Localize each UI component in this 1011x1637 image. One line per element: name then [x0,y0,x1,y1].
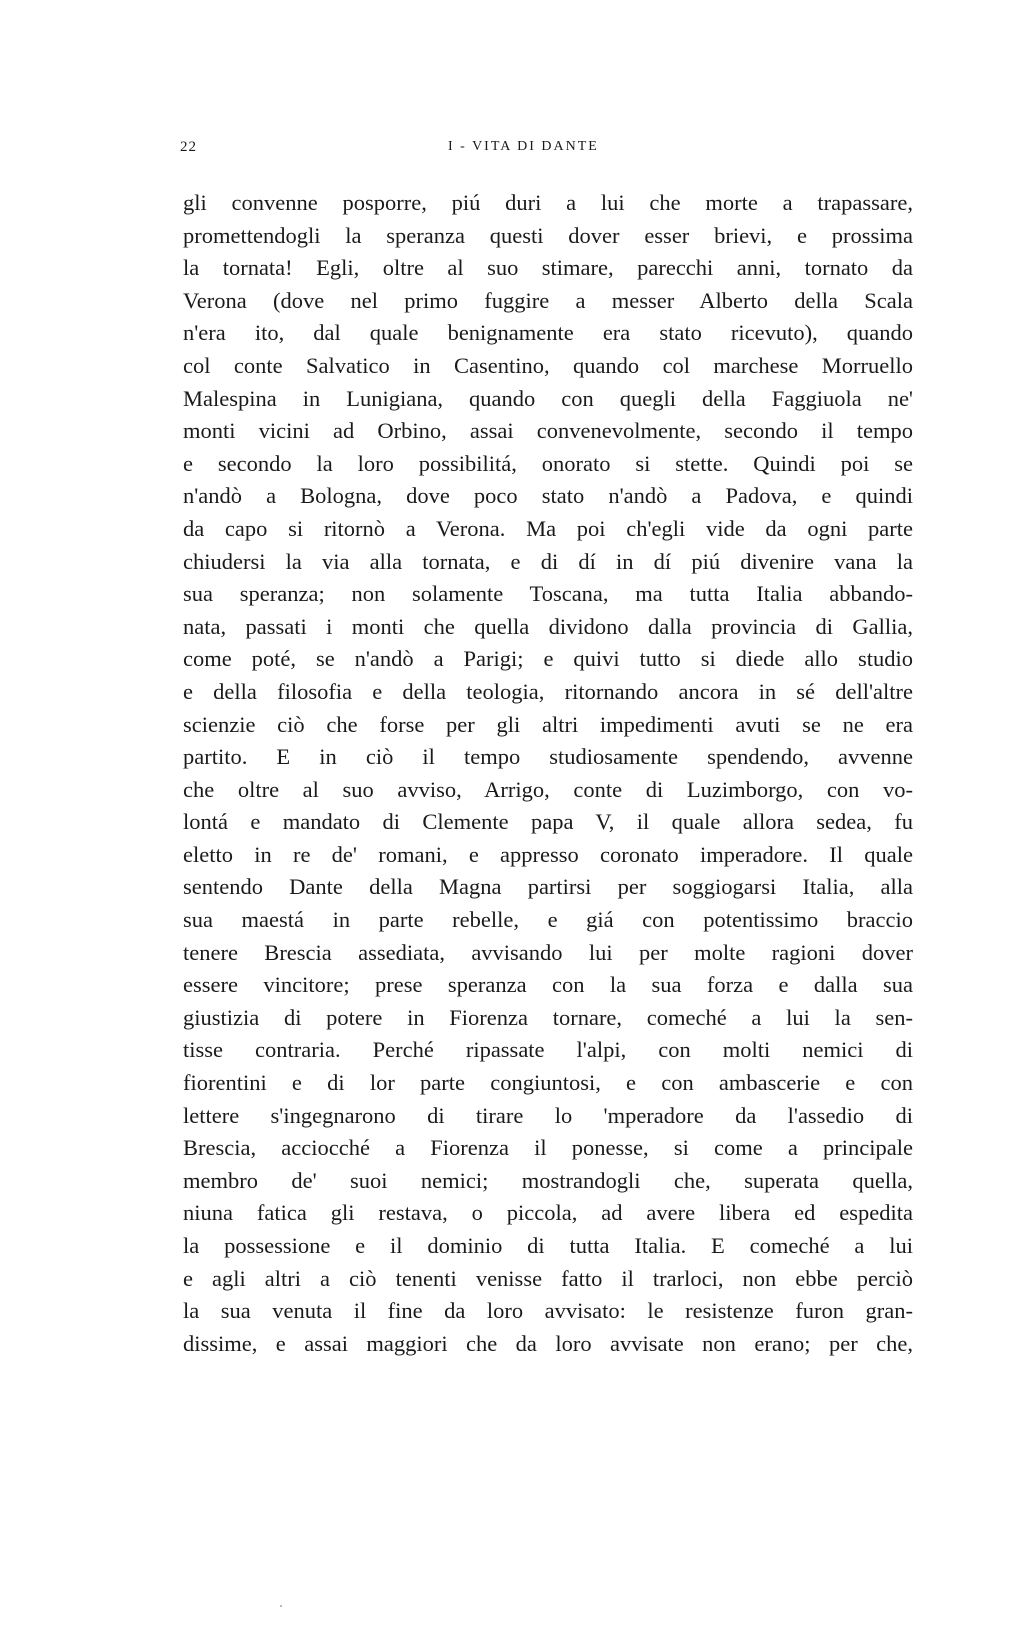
text-line: gli convenne posporre, piú duri a lui che morte a trapassare, [183,190,913,215]
text-line: membro de' suoi nemici; mostrandogli che, superata quella, [183,1167,913,1193]
text-line: n'era ito, dal quale benignamente era stato ricevuto), quando [183,320,913,346]
text-line: chiudersi la via alla tornata, e di dí in dí piú divenire vana la [183,548,913,574]
text-line: e secondo la loro possibilitá, onorato si stette. Quindi poi se [183,450,913,476]
text-line: la sua venuta il fine da loro avvisato: le resistenze furon gran- [183,1298,913,1324]
text-line: tisse contraria. Perché ripassate l'alpi, con molti nemici di [183,1037,913,1063]
text-line: che oltre al suo avviso, Arrigo, conte di Luzimborgo, con vo- [183,776,913,802]
text-line: scienzie ciò che forse per gli altri impedimenti avuti se ne era [183,711,913,737]
page-number: 22 [180,139,197,155]
text-line: eletto in re de' romani, e appresso coronato imperadore. Il quale [183,841,913,867]
text-line: col conte Salvatico in Casentino, quando col marchese Morruello [183,352,913,378]
page-body [183,187,913,1360]
text-line: Verona (dove nel primo fuggire a messer Alberto della Scala [183,287,913,313]
text-line: niuna fatica gli restava, o piccola, ad avere libera ed espedita [183,1200,913,1226]
text-line: partito. E in ciò il tempo studiosamente spendendo, avvenne [183,744,913,770]
text-line: tenere Brescia assediata, avvisando lui per molte ragioni dover [183,939,913,965]
text-line: Brescia, acciocché a Fiorenza il ponesse, si come a principale [183,1135,913,1161]
running-head: I - VITA DI DANTE [448,139,599,154]
text-line: Malespina in Lunigiana, quando con quegli della Faggiuola ne' [183,385,913,411]
text-line: dissime, e assai maggiori che da loro avvisate non erano; per che, [183,1330,913,1356]
text-line: sua speranza; non solamente Toscana, ma tutta Italia abbando- [183,581,913,607]
text-line: lontá e mandato di Clemente papa V, il quale allora sedea, fu [183,809,913,835]
text-line: giustizia di potere in Fiorenza tornare, comeché a lui la sen- [183,1004,913,1030]
text-line: e agli altri a ciò tenenti venisse fatto il trarloci, non ebbe perciò [183,1265,913,1291]
text-line: da capo si ritornò a Verona. Ma poi ch'egli vide da ogni parte [183,515,913,541]
text-line: sua maestá in parte rebelle, e giá con potentissimo braccio [183,907,913,933]
text-line: e della filosofia e della teologia, ritornando ancora in sé dell'altre [183,678,913,704]
text-line: la tornata! Egli, oltre al suo stimare, parecchi anni, tornato da [183,255,913,281]
text-line: n'andò a Bologna, dove poco stato n'andò a Padova, e quindi [183,483,913,509]
text-line: essere vincitore; prese speranza con la sua forza e dalla sua [183,972,913,998]
text-line: fiorentini e di lor parte congiuntosi, e con ambascerie e con [183,1070,913,1096]
text-line: lettere s'ingegnarono di tirare lo 'mperadore da l'assedio di [183,1102,913,1128]
page-header [180,139,910,161]
text-line: promettendogli la speranza questi dover esser brievi, e prossima [183,222,913,248]
text-line: sentendo Dante della Magna partirsi per soggiogarsi Italia, alla [183,874,913,900]
paper-speck [280,1605,282,1607]
text-line: monti vicini ad Orbino, assai convenevolmente, secondo il tempo [183,418,913,444]
text-line: la possessione e il dominio di tutta Italia. E comeché a lui [183,1233,913,1258]
text-line: come poté, se n'andò a Parigi; e quivi tutto si diede allo studio [183,646,913,672]
text-line: nata, passati i monti che quella dividono dalla provincia di Gallia, [183,613,913,639]
